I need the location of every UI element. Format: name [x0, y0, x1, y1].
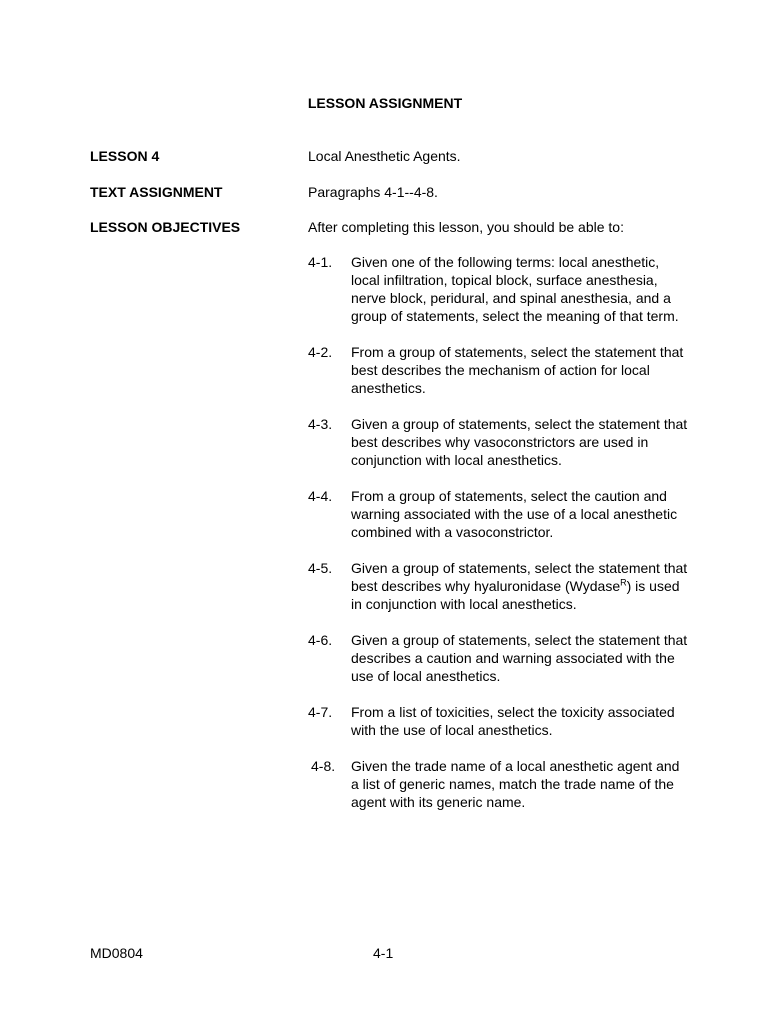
text-assignment-value: Paragraphs 4-1--4-8. — [308, 184, 438, 200]
objective-item — [308, 559, 708, 613]
lesson-label: LESSON 4 — [90, 148, 160, 164]
lesson-objectives-intro: After completing this lesson, you should be able to: — [308, 219, 624, 235]
objective-item — [308, 343, 708, 397]
document-code: MD0804 — [90, 945, 143, 961]
objective-text: From a list of toxicities, select the toxicity associated with the use of local anesthetics. — [351, 704, 675, 738]
objective-number: 4-5. — [308, 560, 333, 576]
objective-text: From a group of statements, select the statement that best describes the mechanism of action for local anesthetics. — [351, 344, 684, 396]
objective-item — [308, 757, 708, 811]
objective-text: Given one of the following terms: local anesthetic, local infiltration, topical block, surface anesthesia, nerve block, peridural, and spinal anesthesia, and a group of statements, select the meaning of that term. — [351, 254, 679, 324]
objective-text: Given a group of statements, select the statement that best describes why vasoconstrictors are used in conjunction with local anesthetics. — [351, 416, 688, 468]
objective-text: From a group of statements, select the caution and warning associated with the use of a local anesthetic combined with a vasoconstrictor. — [351, 488, 678, 540]
objective-item — [308, 487, 708, 541]
lesson-value: Local Anesthetic Agents. — [308, 148, 461, 164]
objective-number: 4-4. — [308, 488, 333, 504]
objective-text — [351, 559, 691, 613]
page-number: 4-1 — [373, 945, 394, 961]
page-heading: LESSON ASSIGNMENT — [307, 95, 463, 111]
objective-number: 4-3. — [308, 416, 333, 432]
objective-number: 4-8. — [311, 758, 336, 774]
lesson-objectives-label: LESSON OBJECTIVES — [90, 219, 241, 235]
objective-text: Given the trade name of a local anesthetic agent and a list of generic names, match the trade name of the agent with its generic name. — [351, 758, 680, 810]
objective-text-after: ) is used in conjunction with local anesthetics. — [351, 578, 680, 612]
objective-number: 4-2. — [308, 344, 333, 360]
registered-mark: R — [620, 577, 627, 588]
objectives-list — [308, 253, 708, 829]
objective-item — [308, 415, 708, 469]
objective-item — [308, 253, 708, 325]
objective-text-before: Given a group of statements, select the statement that best describes why hyaluronidase (Wydase — [351, 560, 688, 594]
objective-text: Given a group of statements, select the statement that describes a caution and warning associated with the use of local anesthetics. — [351, 632, 688, 684]
objective-number: 4-6. — [308, 632, 333, 648]
objective-number: 4-1. — [308, 254, 333, 270]
text-assignment-label: TEXT ASSIGNMENT — [90, 184, 223, 200]
objective-item — [308, 631, 708, 685]
objective-item — [308, 703, 708, 739]
objective-number: 4-7. — [308, 704, 333, 720]
